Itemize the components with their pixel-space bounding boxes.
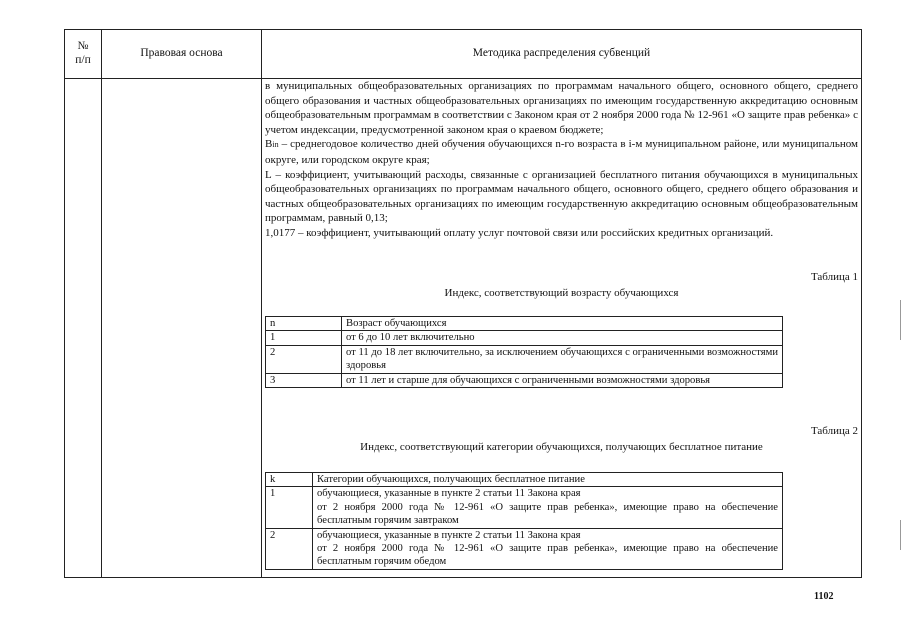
column-divider-1	[101, 29, 102, 578]
meal-category-table	[265, 472, 783, 570]
paragraph-bin-definition	[265, 137, 858, 167]
table-header-row	[266, 317, 783, 331]
table2-row1-line1: обучающиеся, указанные в пункте 2 статьи 11 Закона края	[317, 488, 581, 500]
table-row	[266, 487, 783, 528]
table1-row2-n: 2	[266, 345, 342, 373]
table1-title: Индекс, соответствующий возрасту обучающихся	[444, 287, 679, 299]
paragraph-organizations: в муниципальных общеобразовательных организациях по программам начального общего, основного общего, среднего общего образования и частных общеобразовательных организациях по имеющим государственную аккредитацию основным общеобразовательным программам в соответствии с Законом края от 2 ноября 2000 года № 12-961 «О защите прав ребенка» с учетом индексации, предусмотренной законом края о краевом бюджете;	[265, 80, 858, 136]
table-row	[266, 373, 783, 387]
table-header-row	[266, 473, 783, 487]
table2-row2-line1: обучающиеся, указанные в пункте 2 статьи 11 Закона края	[317, 529, 581, 541]
table1-header-n: n	[266, 317, 342, 331]
table1-row1-text: от 6 до 10 лет включительно	[342, 331, 783, 345]
table2-row2-line2: от 2 ноября 2000 года № 12-961 «О защите прав ребенка», имеющие право на обеспечение бесплатным горячим обедом	[317, 543, 778, 568]
paragraph-l-coefficient: L – коэффициент, учитывающий расходы, связанные с организацией бесплатного питания обучающихся в муниципальных общеобразовательных организациях по программам начального общего, основного общего, среднего общего образования и частных общеобразовательных организациях по имеющим государственную аккредитацию основным общеобразовательным программам, равный 0,13;	[265, 168, 858, 225]
table1-row3-n: 3	[266, 373, 342, 387]
frame-right-border	[861, 29, 862, 578]
header-number-sublabel: п/п	[75, 54, 91, 66]
header-legal-basis: Правовая основа	[140, 47, 223, 59]
header-methodology: Методика распределения субвенций	[472, 47, 651, 59]
table2-header-category: Категории обучающихся, получающих бесплатное питание	[313, 473, 783, 487]
age-index-table	[265, 316, 783, 388]
table2-caption: Таблица 2	[810, 425, 858, 437]
table2-title: Индекс, соответствующий категории обучающихся, получающих бесплатное питание	[360, 441, 763, 453]
table-row	[266, 345, 783, 373]
scan-edge-mark	[900, 300, 901, 340]
frame-left-border	[64, 29, 65, 578]
table1-row1-n: 1	[266, 331, 342, 345]
table2-row2-k: 2	[266, 528, 313, 569]
bin-subscript: in	[272, 140, 279, 150]
table2-row1-line2: от 2 ноября 2000 года № 12-961 «О защите прав ребенка», имеющие право на обеспечение бесплатным горячим завтраком	[317, 501, 778, 527]
table1-caption: Таблица 1	[810, 271, 858, 283]
scan-edge-mark	[900, 520, 901, 550]
bin-symbol: B	[265, 138, 273, 151]
frame-bottom-border	[64, 577, 862, 578]
methodology-text	[265, 79, 858, 241]
bin-text: – среднегодовое количество дней обучения обучающихся n-го возраста в i-м муниципальном районе, или муниципальном округе, или городском округе края;	[265, 138, 858, 166]
table-row	[266, 528, 783, 569]
table2-row1-k: 1	[266, 487, 313, 528]
paragraph-postal-coefficient: 1,0177 – коэффициент, учитывающий оплату услуг почтовой связи или российских кредитных организаций.	[265, 226, 774, 239]
table2-header-k: k	[266, 473, 313, 487]
frame-top-border	[64, 29, 862, 30]
table1-header-age: Возраст обучающихся	[342, 317, 783, 331]
table1-row2-text: от 11 до 18 лет включительно, за исключением обучающихся с ограниченными возможностями здоровья	[342, 345, 783, 373]
table-row	[266, 331, 783, 345]
table1-row3-text: от 11 лет и старше для обучающихся с ограниченными возможностями здоровья	[342, 373, 783, 387]
page-number: 1102	[814, 591, 834, 602]
table2-row1-text	[313, 487, 783, 528]
column-divider-2	[261, 29, 262, 578]
header-number-column	[65, 39, 101, 67]
header-number-label: №	[77, 40, 89, 52]
table2-row2-text	[313, 528, 783, 569]
